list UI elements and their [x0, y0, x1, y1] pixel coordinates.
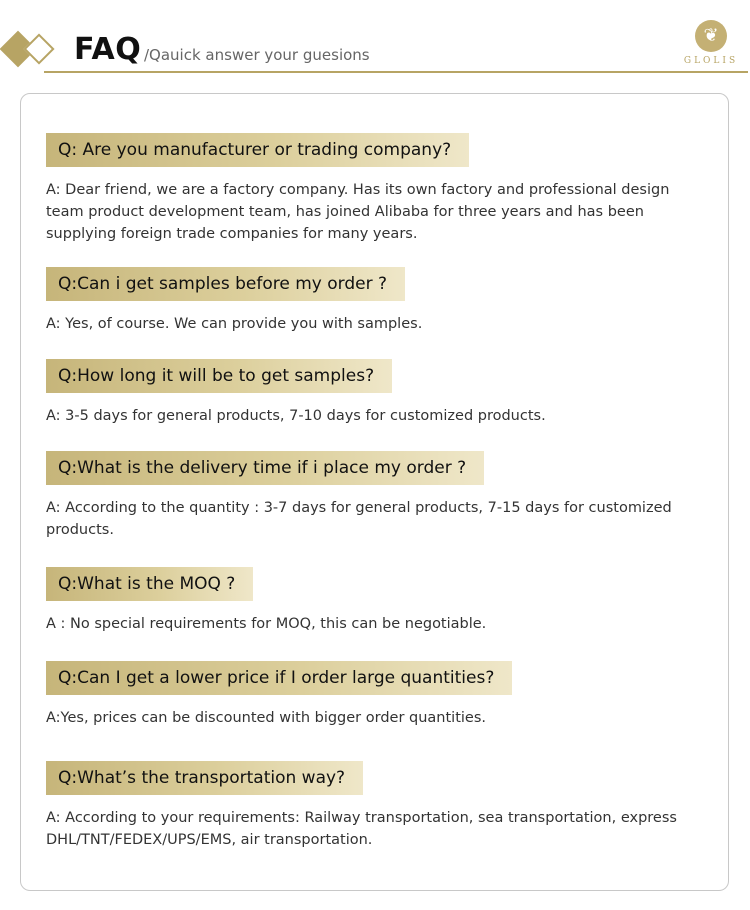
faq-question: Q:Can i get samples before my order ?	[46, 267, 405, 301]
faq-question: Q:What is the delivery time if i place my order ?	[46, 451, 484, 485]
faq-item	[46, 267, 706, 335]
faq-question: Q:What is the MOQ ?	[46, 567, 253, 601]
faq-list	[46, 133, 706, 851]
faq-answer: A : No special requirements for MOQ, this can be negotiable.	[46, 616, 487, 632]
header-divider	[44, 71, 748, 73]
faq-question: Q: Are you manufacturer or trading company?	[46, 133, 469, 167]
brand-logo	[681, 18, 741, 70]
page-header	[0, 0, 750, 80]
faq-answer: A: According to the quantity : 3-7 days for general products, 7-15 days for customized products.	[46, 500, 672, 538]
faq-question: Q:Can I get a lower price if I order large quantities?	[46, 661, 512, 695]
faq-question: Q:How long it will be to get samples?	[46, 359, 392, 393]
faq-answer: A: 3-5 days for general products, 7-10 days for customized products.	[46, 408, 546, 424]
faq-item	[46, 567, 706, 635]
page-subtitle: /Qauick answer your guesions	[144, 46, 370, 64]
faq-question: Q:What’s the transportation way?	[46, 761, 363, 795]
diamond-outline-icon	[23, 33, 54, 64]
faq-item	[46, 661, 706, 729]
logo-emblem-icon: ❦	[695, 20, 727, 52]
faq-answer: A: Dear friend, we are a factory company. Has its own factory and professional design team product development team, has joined Alibaba for three years and has been supplying foreign trade companies for many years.	[46, 182, 670, 242]
faq-item	[46, 451, 706, 541]
faq-card	[20, 93, 729, 891]
faq-answer: A: According to your requirements: Railway transportation, sea transportation, express DHL/TNT/FEDEX/UPS/EMS, air transportation.	[46, 810, 677, 848]
page-title: FAQ	[74, 32, 142, 67]
faq-answer: A: Yes, of course. We can provide you with samples.	[46, 316, 423, 332]
faq-item	[46, 359, 706, 427]
faq-item	[46, 133, 706, 245]
logo-text: GLOLIS	[683, 56, 739, 66]
faq-answer: A:Yes, prices can be discounted with bigger order quantities.	[46, 710, 487, 726]
faq-item	[46, 761, 706, 851]
